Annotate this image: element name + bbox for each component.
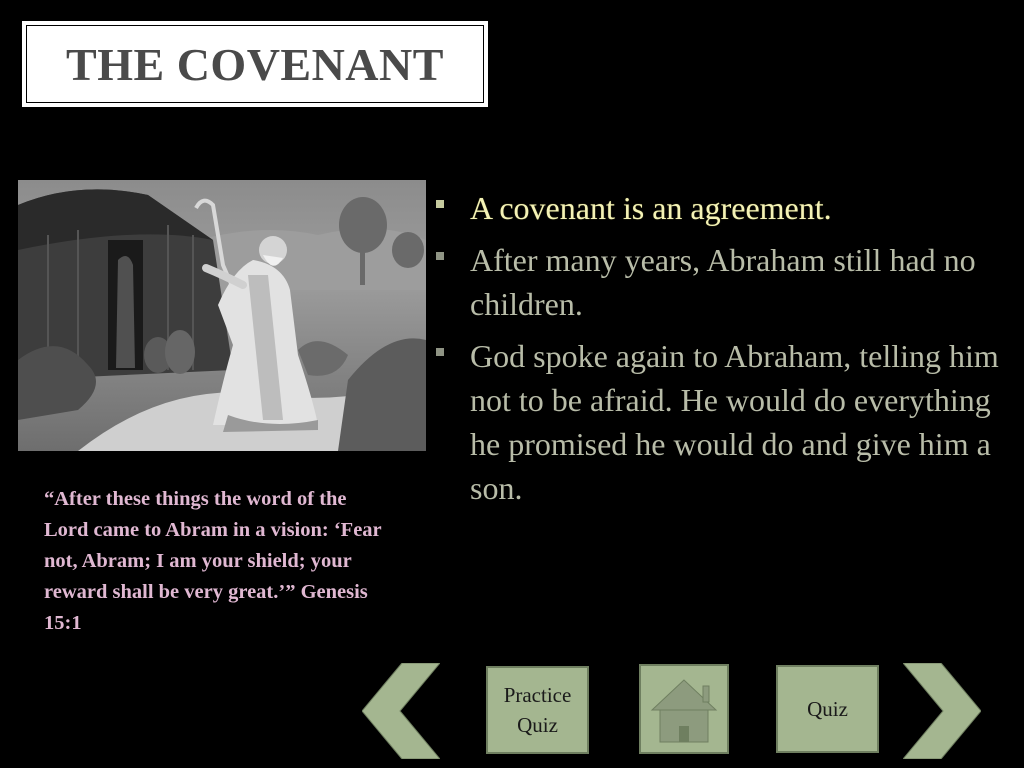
quiz-label: Quiz bbox=[807, 697, 848, 721]
practice-quiz-label: Practice Quiz bbox=[503, 683, 572, 737]
practice-quiz-button[interactable] bbox=[486, 666, 589, 754]
abraham-illustration bbox=[18, 180, 426, 451]
bullet-text: A covenant is an agreement. bbox=[470, 190, 832, 226]
quiz-button[interactable] bbox=[776, 665, 879, 753]
back-button[interactable] bbox=[362, 663, 440, 759]
next-button[interactable] bbox=[903, 663, 981, 759]
bullet-list bbox=[432, 186, 1022, 518]
bullet-square-icon bbox=[436, 348, 444, 356]
bullet-text: After many years, Abraham still had no children. bbox=[470, 242, 976, 322]
bullet-item bbox=[432, 238, 1022, 326]
bullet-item bbox=[432, 186, 1022, 230]
home-icon bbox=[648, 674, 720, 744]
bullet-item bbox=[432, 334, 1022, 510]
chevron-right-icon bbox=[903, 663, 981, 759]
slide-title-box bbox=[22, 21, 488, 107]
scripture-quote: “After these things the word of the Lord came to Abram in a vision: ‘Fear not, Abram; I am your shield; your reward shall be very great.’” Genesis 15:1 bbox=[44, 488, 382, 634]
bullet-square-icon bbox=[436, 252, 444, 260]
slide-title: THE COVENANT bbox=[66, 38, 444, 90]
bullet-square-icon bbox=[436, 200, 444, 208]
chevron-left-icon bbox=[362, 663, 440, 759]
home-button[interactable] bbox=[639, 664, 729, 754]
bullet-text: God spoke again to Abraham, telling him not to be afraid. He would do everything he promised he would do and give him a son. bbox=[470, 338, 999, 506]
